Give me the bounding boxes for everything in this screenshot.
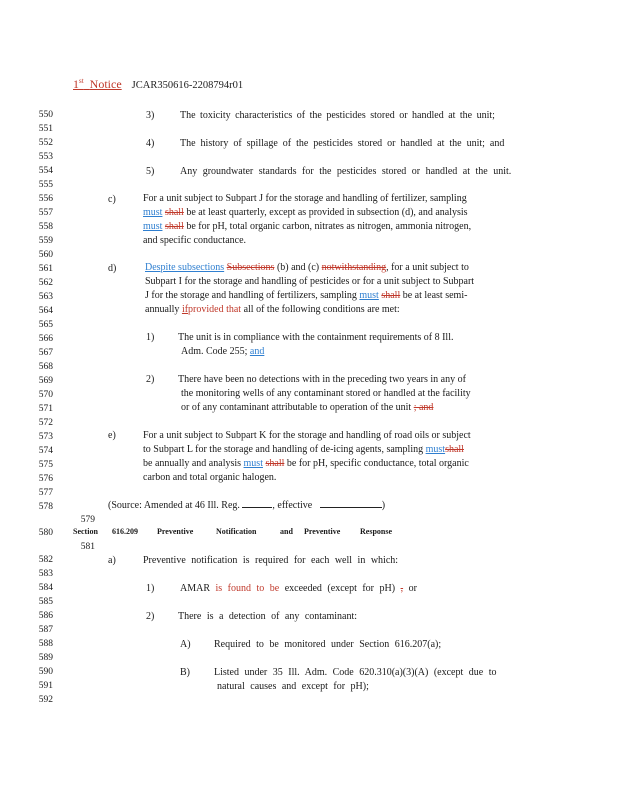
- line-number: 555: [38, 180, 53, 190]
- subsection-c-text: For a unit subject to Subpart J for the storage and handling of fertilizer, sampling must shall be at least quarterly, except as provided in subsection (d), and analysis must shall be for pH, total organic carbon, nitrates as nitrogen, ammonia nitrogen, and specific conductance.: [143, 193, 472, 246]
- line-number: 556: [38, 194, 53, 204]
- line-number: 582: [38, 555, 53, 565]
- line-number: 566: [38, 334, 53, 344]
- subsection-label: d): [108, 263, 117, 274]
- line-number: 591: [38, 681, 53, 691]
- item-3-text: The toxicity characteristics of the pesticides stored or handled at the unit;: [180, 110, 495, 121]
- item-4-text: The history of spillage of the pesticides stored or handled at the unit; and: [180, 138, 505, 149]
- section-label: Section: [73, 527, 98, 536]
- item-A-text: Required to be monitored under Section 616.207(a);: [214, 639, 442, 650]
- subsection-label: c): [108, 194, 116, 205]
- notice-label: 1st Notice: [73, 77, 122, 91]
- subsection-label: e): [108, 430, 116, 441]
- item-a2-text: There is a detection of any contaminant:: [178, 611, 358, 622]
- line-number: 570: [38, 390, 53, 400]
- page-header: [73, 77, 243, 92]
- line-number: 586: [38, 611, 53, 621]
- item-label: 2): [146, 611, 155, 622]
- line-number: 567: [38, 348, 53, 358]
- section-number: 616.209: [112, 527, 138, 536]
- item-label: B): [180, 667, 190, 678]
- line-number: 572: [38, 418, 53, 428]
- item-label: 4): [146, 138, 155, 149]
- line-number: 568: [38, 362, 53, 372]
- line-number: 579: [80, 515, 95, 525]
- line-number: 587: [38, 625, 53, 635]
- item-label: A): [180, 639, 191, 650]
- subsection-e-text: For a unit subject to Subpart K for the storage and handling of road oils or subject to Subpart L for the storage and handling of de-icing agents, sampling mustshall be annually and analysis must shall be for pH, specific conductance, total organic carbon and total organic halogen.: [143, 430, 471, 483]
- item-5-text: Any groundwater standards for the pesticides stored or handled at the unit.: [180, 166, 512, 177]
- subsection-a-text: Preventive notification is required for each well in which:: [143, 555, 399, 566]
- section-heading-word: and: [280, 527, 293, 536]
- line-number: 578: [38, 502, 53, 512]
- item-d1-text: The unit is in compliance with the containment requirements of 8 Ill. Adm. Code 255; and: [178, 332, 454, 357]
- item-label: 2): [146, 374, 155, 385]
- section-heading-word: Preventive: [157, 527, 194, 536]
- line-number: 552: [38, 138, 53, 148]
- source-note: (Source: Amended at 46 Ill. Reg. , effective ): [108, 500, 386, 511]
- line-number: 589: [38, 653, 53, 663]
- document-id: JCAR350616-2208794r01: [131, 80, 244, 91]
- line-number: 573: [38, 432, 53, 442]
- subsection-d-text: Despite subsections Subsections (b) and (c) notwithstanding, for a unit subject to Subpart I for the storage and handling of pesticides or for a unit subject to Subpart J for the storage and handling of fertilizers, sampling must shall be at least semi- annually ifprovided that all of the following conditions are met:: [145, 262, 475, 315]
- line-number: 581: [80, 542, 95, 552]
- item-label: 1): [146, 583, 155, 594]
- item-d2-text: There have been no detections with in the preceding two years in any of the monitoring wells of any contaminant stored or handled at the facility or of any contaminant attributable to operation of the unit ; and: [178, 374, 471, 413]
- item-label: 1): [146, 332, 155, 343]
- section-heading-word: Notification: [216, 527, 257, 536]
- line-number: 580: [38, 528, 53, 538]
- line-number: 551: [38, 124, 53, 134]
- line-number: 569: [38, 376, 53, 386]
- line-number: 558: [38, 222, 53, 232]
- item-label: 5): [146, 166, 155, 177]
- line-number: 550: [38, 110, 53, 120]
- item-a1-text: AMAR is found to be exceeded (except for pH) , or: [180, 583, 417, 594]
- subsection-label: a): [108, 555, 116, 566]
- line-number: 554: [38, 166, 53, 176]
- line-number: 559: [38, 236, 53, 246]
- line-number: 571: [38, 404, 53, 414]
- line-number: 565: [38, 320, 53, 330]
- line-number: 584: [38, 583, 53, 593]
- line-number: 563: [38, 292, 53, 302]
- line-number: 575: [38, 460, 53, 470]
- line-number: 583: [38, 569, 53, 579]
- section-heading-word: Response: [360, 527, 393, 536]
- line-number: 557: [38, 208, 53, 218]
- line-number: 576: [38, 474, 53, 484]
- line-number: 564: [38, 306, 53, 316]
- line-number: 590: [38, 667, 53, 677]
- line-number: 585: [38, 597, 53, 607]
- line-number: 588: [38, 639, 53, 649]
- line-number: 553: [38, 152, 53, 162]
- section-heading-word: Preventive: [304, 527, 341, 536]
- line-number: 577: [38, 488, 53, 498]
- line-number: 592: [38, 695, 53, 705]
- item-label: 3): [146, 110, 155, 121]
- item-B-text: Listed under 35 Ill. Adm. Code 620.310(a)(3)(A) (except due to natural causes and except for pH);: [214, 667, 497, 692]
- line-number: 574: [38, 446, 53, 456]
- line-number: 560: [38, 250, 53, 260]
- line-number: 561: [38, 264, 53, 274]
- line-number: 562: [38, 278, 53, 288]
